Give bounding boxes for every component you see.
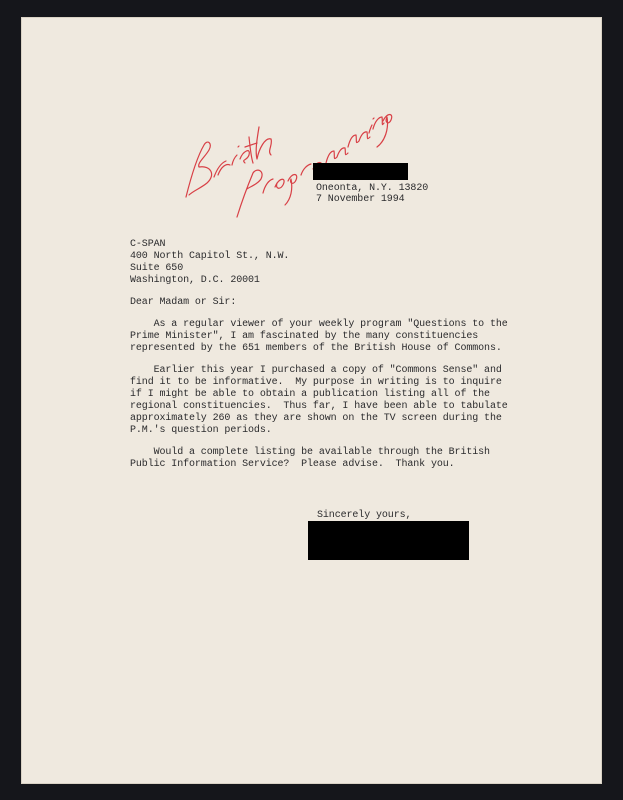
paragraph-line: Prime Minister", I am fascinated by the many constituencies bbox=[130, 331, 479, 342]
paragraph-line: find it to be informative. My purpose in writing is to inquire bbox=[130, 377, 502, 388]
redacted-sender-name bbox=[313, 163, 408, 180]
paragraph-line: Public Information Service? Please advise. Thank you. bbox=[130, 459, 455, 470]
recipient-street: 400 North Capitol St., N.W. bbox=[130, 251, 290, 262]
sender-city: Oneonta, N.Y. 13820 bbox=[316, 183, 429, 194]
letter-date: 7 November 1994 bbox=[316, 194, 405, 205]
paragraph-line: regional constituencies. Thus far, I have been able to tabulate bbox=[130, 401, 508, 412]
paragraph-line: approximately 260 as they are shown on the TV screen during the bbox=[130, 413, 502, 424]
paragraph-line: Earlier this year I purchased a copy of "Commons Sense" and bbox=[130, 365, 502, 376]
handwritten-word-british bbox=[186, 127, 271, 197]
paragraph-line: Would a complete listing be available through the British bbox=[130, 447, 490, 458]
paragraph-line: represented by the 651 members of the British House of Commons. bbox=[130, 343, 502, 354]
recipient-suite: Suite 650 bbox=[130, 263, 184, 274]
closing: Sincerely yours, bbox=[317, 510, 412, 521]
redacted-signature bbox=[308, 521, 469, 560]
recipient-name: C-SPAN bbox=[130, 239, 166, 250]
recipient-city: Washington, D.C. 20001 bbox=[130, 275, 260, 286]
salutation: Dear Madam or Sir: bbox=[130, 297, 237, 308]
paragraph-line: if I might be able to obtain a publication listing all of the bbox=[130, 389, 490, 400]
paragraph-line: P.M.'s question periods. bbox=[130, 425, 272, 436]
paragraph-line: As a regular viewer of your weekly program "Questions to the bbox=[130, 319, 508, 330]
letter-page bbox=[21, 17, 602, 784]
